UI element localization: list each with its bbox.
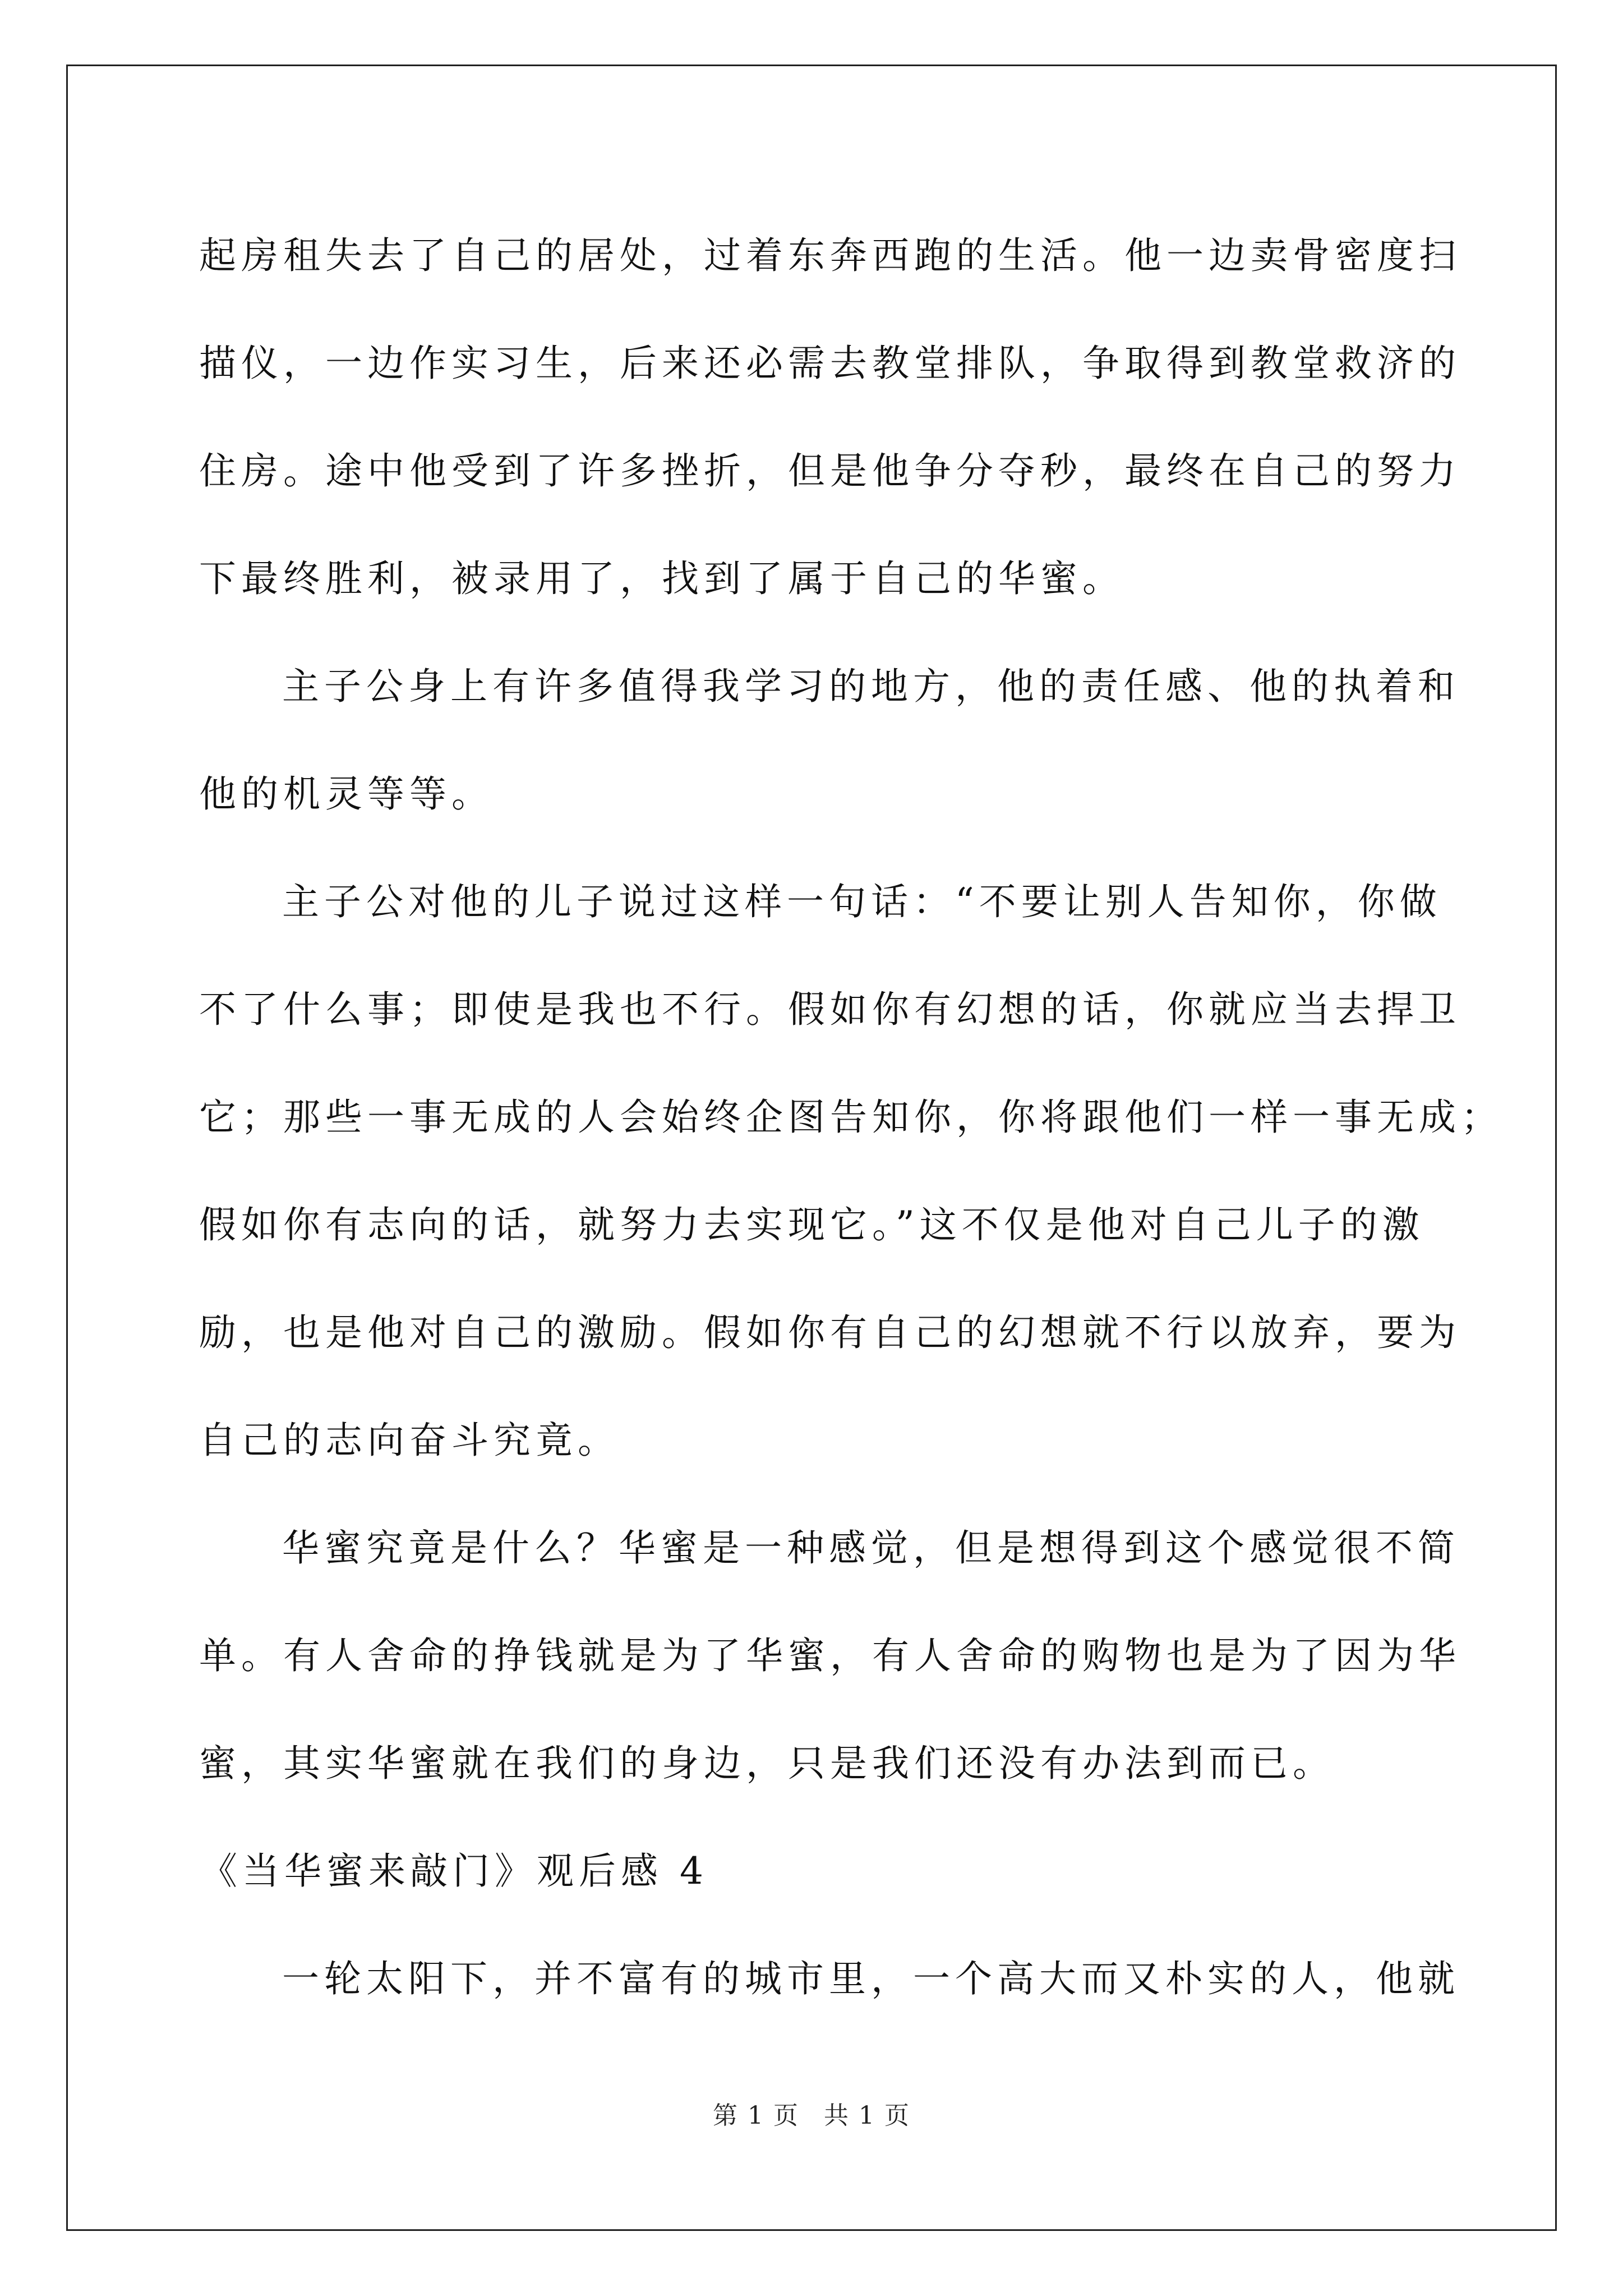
text-line: 起房租失去了自己的居处，过着东奔西跑的生活。他一边卖骨密度扫: [199, 234, 1461, 277]
text-line: 蜜，其实华蜜就在我们的身边，只是我们还没有办法到而已。: [199, 1742, 1335, 1785]
text-line: 他的机灵等等。: [199, 772, 494, 816]
document-body: [199, 202, 1503, 2033]
text-line: 住房。途中他受到了许多挫折，但是他争分夺秒，最终在自己的努力: [199, 449, 1461, 493]
section-title: 《当华蜜来敲门》观后感 4: [200, 1849, 708, 1893]
page-number: 第 1 页: [713, 2101, 799, 2130]
text-line: 假如你有志向的话，就努力去实现它。”这不仅是他对自己儿子的激: [199, 1203, 1424, 1246]
text-line: 自己的志向奋斗究竟。: [199, 1419, 620, 1462]
page-footer: [0, 2095, 1623, 2131]
page-total: 共 1 页: [824, 2101, 910, 2130]
text-line: 励，也是他对自己的激励。假如你有自己的幻想就不行以放弃，要为: [199, 1311, 1461, 1354]
paragraph-start-line: 主子公对他的儿子说过这样一句话：“不要让别人告知你，你做: [282, 880, 1442, 923]
text-line: 下最终胜利，被录用了，找到了属于自己的华蜜。: [199, 557, 1124, 600]
text-line: 描仪，一边作实习生，后来还必需去教堂排队，争取得到教堂救济的: [199, 342, 1461, 385]
paragraph-start-line: 主子公身上有许多值得我学习的地方，他的责任感、他的执着和: [282, 665, 1460, 708]
paragraph-start-line: 华蜜究竟是什么？华蜜是一种感觉，但是想得到这个感觉很不简: [282, 1526, 1460, 1570]
text-line: 不了什么事；即使是我也不行。假如你有幻想的话，你就应当去捍卫: [199, 988, 1461, 1031]
text-line: 它；那些一事无成的人会始终企图告知你，你将跟他们一样一事无成；: [199, 1096, 1503, 1139]
paragraph-start-line: 一轮太阳下，并不富有的城市里，一个高大而又朴实的人，他就: [282, 1957, 1460, 2000]
text-line: 单。有人舍命的挣钱就是为了华蜜，有人舍命的购物也是为了因为华: [199, 1634, 1461, 1677]
